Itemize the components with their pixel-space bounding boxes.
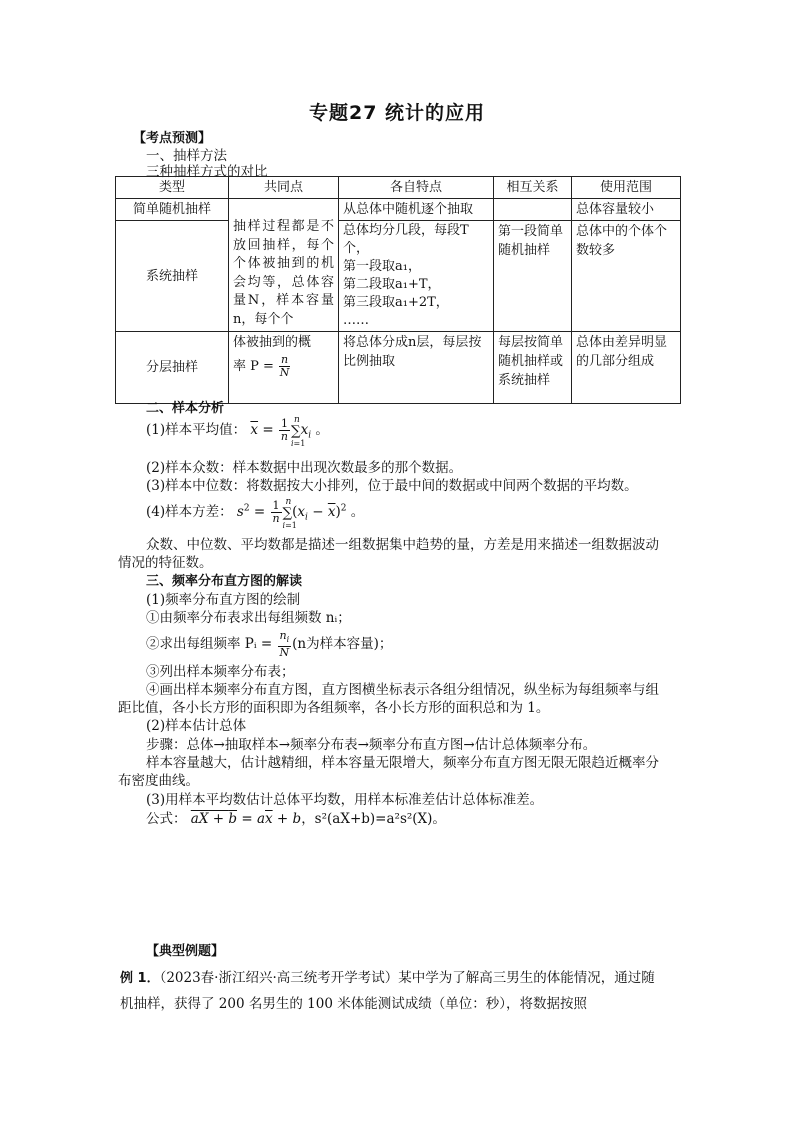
para-mode: (2)样本众数：样本数据中出现次数最多的那个数据。 (146, 460, 463, 476)
example-1-line1 (120, 966, 655, 986)
system-feature-line: 总体均分几段，每段T个， (343, 223, 469, 256)
table-header-row (116, 177, 681, 199)
table-caption: 三种抽样方式的对比 (146, 164, 268, 180)
formula-tail: ，s²(aX+b)=a²s²(X)。 (301, 811, 446, 827)
formula-label: 公式： (146, 811, 187, 827)
heading-sample-analysis: 二、样本分析 (146, 401, 225, 416)
cell-common: 抽样过程都是不放回抽样，每个个体被抽到的机会均等，总体容量N，样本容量n，每个个 (229, 199, 339, 332)
frequency-suffix: (n为样本容量)； (292, 636, 393, 653)
formula-mean: (1)样本平均值： $\overline{x}$ = $\frac{1}{n}$ n ∑ i=1 $x_i$ 。 (146, 414, 329, 448)
cell-system-scope: 总体中的个体个数较多 (572, 221, 681, 332)
section-forecast: 【考点预测】 (133, 131, 212, 146)
step-2a: 步骤：总体→抽取样本→频率分布表→频率分布直方图→估计总体频率分布。 (146, 737, 597, 753)
step-2b-line1: 样本容量越大，估计越精细，样本容量无限增大，频率分布直方图无限无限趋近概率分 (146, 755, 659, 771)
variance-label: (4)样本方差： (146, 504, 233, 520)
step-3: (3)用样本平均数估计总体平均数，用样本标准差估计总体标准差。 (146, 792, 544, 808)
heading-sampling: 一、抽样方法 (146, 148, 227, 164)
cell-simple-feature: 从总体中随机逐个抽取 (339, 199, 494, 221)
formula-variance: (4)样本方差： $s^2$ = $\frac{1}{n}$ n ∑ i=1 $(x_i - \overline{x})^2$ 。 (146, 496, 365, 530)
cell-stratified-type: 分层抽样 (116, 332, 229, 404)
step-1a: ①由频率分布表求出每组频数 nᵢ； (146, 610, 351, 626)
system-feature-line: 第三段取a₁+2T， (343, 295, 449, 310)
probability-fraction: $\frac{n}{N}$ (279, 353, 290, 379)
step-1d-line1: ④画出样本频率分布直方图，直方图横坐标表示各组分组情况，纵坐标为每组频率与组 (146, 682, 659, 698)
sum-symbol: n ∑ i=1 (282, 496, 297, 530)
cell-simple-type: 简单随机抽样 (116, 199, 229, 221)
step-1b (146, 630, 392, 659)
frequency-fraction: $\frac{n_i}{N}$ (279, 629, 290, 660)
table-row-stratified (116, 332, 681, 404)
para-median: (3)样本中位数：将数据按大小排列，位于最中间的数据或中间两个数据的平均数。 (146, 478, 638, 494)
cell-system-feature (339, 221, 494, 332)
probability-prefix: 率 P = (233, 359, 274, 374)
header-feature: 各自特点 (339, 177, 494, 199)
heading-histogram: 三、频率分布直方图的解读 (146, 574, 303, 589)
header-type: 类型 (116, 177, 229, 199)
cell-system-type: 系统抽样 (116, 221, 229, 332)
table-row-simple (116, 199, 681, 221)
mean-label: (1)样本平均值： (146, 422, 247, 438)
cell-stratified-relation: 每层按简单随机抽样或系统抽样 (494, 332, 572, 404)
system-feature-line: 第二段取a₁+T， (343, 277, 441, 292)
cell-stratified-feature: 将总体分成n层，每层按比例抽取 (339, 332, 494, 404)
step-2: (2)样本估计总体 (146, 718, 247, 734)
sampling-comparison-table (115, 176, 681, 404)
system-feature-line: …… (343, 313, 369, 328)
para-note-line1: 众数、中位数、平均数都是描述一组数据集中趋势的量，方差是用来描述一组数据波动 (146, 537, 659, 553)
header-relation: 相互关系 (494, 177, 572, 199)
step-1c: ③列出样本频率分布表； (146, 664, 295, 680)
system-feature-line: 第一段取a₁， (343, 259, 421, 274)
cell-simple-relation (494, 199, 572, 221)
frequency-label: ②求出每组频率 Pᵢ = (146, 636, 273, 653)
para-note-line2: 情况的特征数。 (118, 555, 213, 571)
section-examples: 【典型例题】 (146, 944, 225, 959)
sum-symbol: n ∑ i=1 (290, 414, 306, 448)
step-1d-line2: 距比值，各小长方形的面积即为各组频率，各小长方形的面积总和为 1。 (118, 700, 550, 716)
cell-system-relation: 第一段简单随机抽样 (494, 221, 572, 332)
step-1: (1)频率分布直方图的绘制 (146, 592, 301, 608)
example-1-line2: 机抽样，获得了 200 名男生的 100 米体能测试成绩（单位：秒），将数据按照 (120, 996, 587, 1012)
step-2b-line2: 布密度曲线。 (118, 773, 199, 789)
mean-fraction: $\frac{1}{n}$ (280, 417, 288, 443)
cell-simple-scope: 总体容量较小 (572, 199, 681, 221)
cell-stratified-scope: 总体由差异明显的几部分组成 (572, 332, 681, 404)
example-1-label: 例 1． (120, 971, 160, 986)
page-title: 专题27 统计的应用 (308, 102, 486, 124)
cell-stratified-common (229, 332, 339, 404)
variance-fraction: $\frac{1}{n}$ (272, 499, 280, 525)
example-1-text: （2023春·浙江绍兴·高三统考开学考试）某中学为了解高三男生的体能情况，通过随 (159, 970, 655, 986)
stratified-common-line1: 体被抽到的概 (233, 335, 312, 350)
header-scope: 使用范围 (572, 177, 681, 199)
table-row-system (116, 221, 681, 332)
header-common: 共同点 (229, 177, 339, 199)
formula-linear: 公式： aX + $b = a\overline{x} + b$，s²(aX+b)=a²s²(X)。 (146, 811, 446, 827)
stratified-common-line2 (233, 354, 334, 379)
